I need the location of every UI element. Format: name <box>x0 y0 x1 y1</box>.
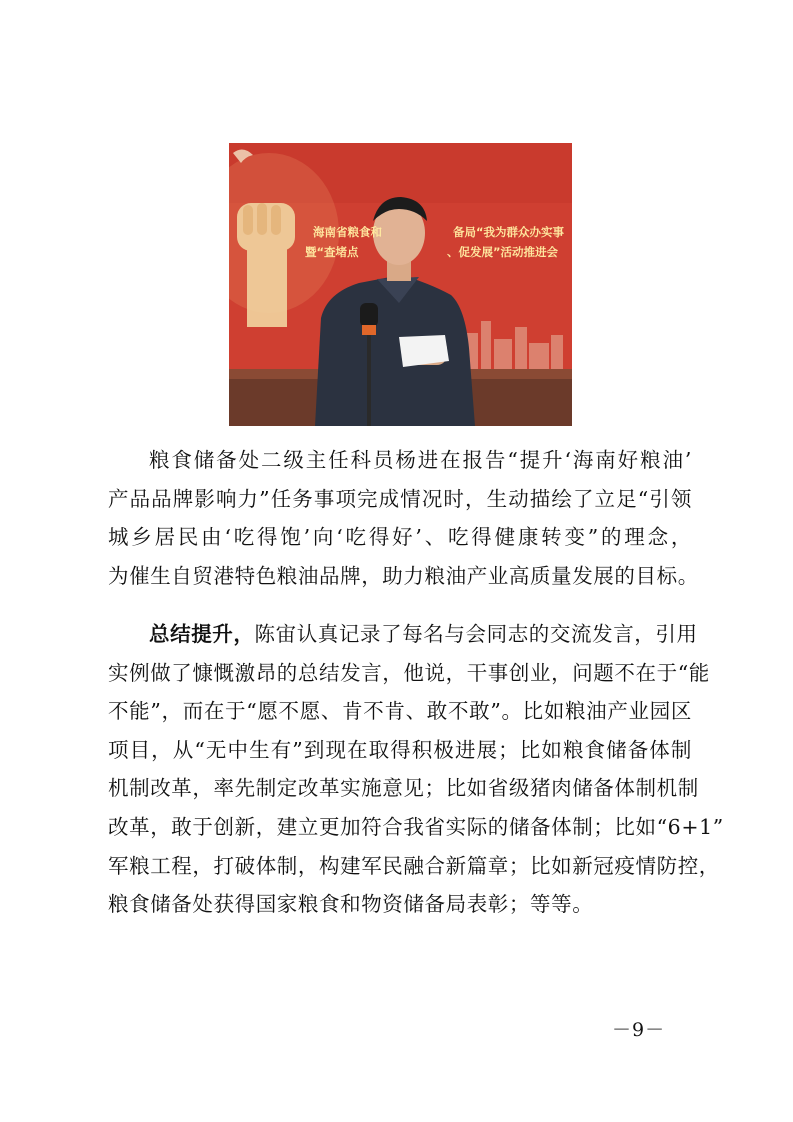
paragraph-line <box>108 615 698 654</box>
banner-line-2a: 暨“查堵点 <box>305 245 359 259</box>
paragraph-summary <box>108 615 724 924</box>
paragraph-line: 机制改革，率先制定改革实施意见；比如省级猪肉储备体制机制 <box>108 776 699 801</box>
banner-line-2b: 、促发展”活动推进会 <box>447 245 559 259</box>
paragraph-line: 改革，敢于创新，建立更加符合我省实际的储备体制；比如“6+1” <box>108 814 724 839</box>
summary-lead: 总结提升， <box>149 622 255 646</box>
paragraph-line: 粮食储备处二级主任科员杨进在报告“提升‘海南好粮油’ <box>149 448 692 472</box>
speaker-photo-illustration <box>229 143 572 426</box>
paragraph-line: 不能”，而在于“愿不愿、肯不肯、敢不敢”。比如粮油产业园区 <box>108 699 692 724</box>
paragraph-line: 城乡居民由‘吃得饱’向‘吃得好’、吃得健康转变”的理念， <box>108 525 692 550</box>
speaker-photo <box>229 143 572 426</box>
paragraph-line: 实例做了慷慨激昂的总结发言，他说，干事创业，问题不在于“能 <box>108 660 710 685</box>
summary-line1-rest: 陈宙认真记录了每名与会同志的交流发言，引用 <box>254 622 698 646</box>
paragraph-report <box>108 441 699 595</box>
banner-line-1b: 备局“我为群众办实事 <box>453 225 565 239</box>
banner-line-1a: 海南省粮食和 <box>313 225 382 239</box>
paragraph-line: 项目，从“无中生有”到现在取得积极进展；比如粮食储备体制 <box>108 737 692 762</box>
paragraph-line: 为催生自贸港特色粮油品牌，助力粮油产业高质量发展的目标。 <box>108 563 699 588</box>
paragraph-line: 产品品牌影响力”任务事项完成情况时，生动描绘了立足“引领 <box>108 486 692 511</box>
paragraph-line: 军粮工程，打破体制，构建军民融合新篇章；比如新冠疫情防控， <box>108 853 720 878</box>
paragraph-line: 粮食储备处获得国家粮食和物资储备局表彰；等等。 <box>108 892 594 917</box>
page-number: －9－ <box>612 1019 666 1041</box>
